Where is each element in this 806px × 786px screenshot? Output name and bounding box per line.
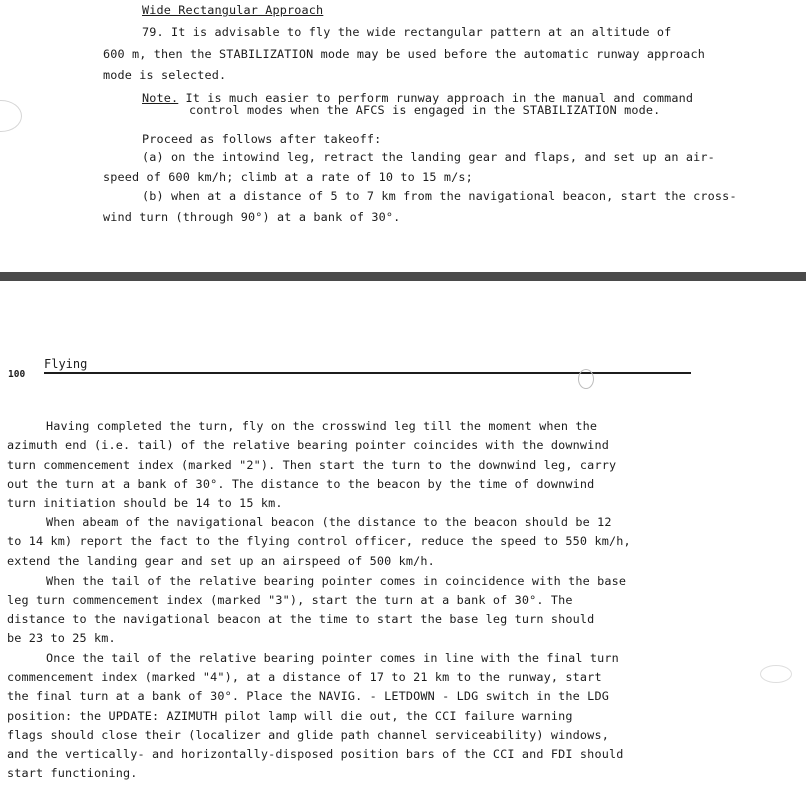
body-line: leg turn commencement index (marked "3"), start the turn at a bank of 30°. The — [7, 593, 573, 607]
body-line: turn commencement index (marked "2"). Then start the turn to the downwind leg, carry — [7, 458, 617, 472]
body-line: distance to the navigational beacon at the time to start the base leg turn should — [7, 612, 595, 626]
body-line: Having completed the turn, fly on the crosswind leg till the moment when the — [46, 419, 598, 433]
note-label: Note. — [142, 91, 179, 105]
paragraph-79-line: mode is selected. — [103, 68, 227, 82]
body-line: azimuth end (i.e. tail) of the relative bearing pointer coincides with the downwind — [7, 438, 609, 452]
body-line: be 23 to 25 km. — [7, 631, 116, 645]
body-line: start functioning. — [7, 766, 138, 780]
procedure-line: (b) when at a distance of 5 to 7 km from the navigational beacon, start the cross- — [142, 189, 737, 203]
body-line: flags should close their (localizer and glide path channel serviceability) windows, — [7, 728, 609, 742]
note-line: control modes when the AFCS is engaged in the STABILIZATION mode. — [189, 103, 661, 117]
note-text: It is much easier to perform runway approach in the manual and command — [178, 91, 694, 105]
procedure-line: speed of 600 km/h; climb at a rate of 10 to 15 m/s; — [103, 170, 473, 184]
body-line: commencement index (marked "4"), at a distance of 17 to 21 km to the runway, start — [7, 670, 602, 684]
section-heading: Wide Rectangular Approach — [142, 3, 324, 17]
body-line: extend the landing gear and set up an airspeed of 500 km/h. — [7, 554, 435, 568]
body-line: out the turn at a bank of 30°. The distance to the beacon by the time of downwind — [7, 477, 595, 491]
body-line: When abeam of the navigational beacon (the distance to the beacon should be 12 — [46, 515, 612, 529]
paragraph-79-line: 79. It is advisable to fly the wide rectangular pattern at an altitude of — [142, 25, 672, 39]
paragraph-79-line: 600 m, then the STABILIZATION mode may be used before the automatic runway approach — [103, 47, 705, 61]
scan-smudge — [0, 100, 22, 132]
body-line: position: the UPDATE: AZIMUTH pilot lamp will die out, the CCI failure warning — [7, 709, 573, 723]
body-line: to 14 km) report the fact to the flying control officer, reduce the speed to 550 km/h, — [7, 534, 631, 548]
lower-page — [0, 281, 806, 786]
scan-smudge — [760, 665, 792, 683]
page-number: 100 — [8, 369, 26, 380]
upper-page-fragment — [0, 0, 806, 272]
procedure-line: wind turn (through 90°) at a bank of 30°. — [103, 210, 401, 224]
scan-smudge — [578, 369, 594, 389]
body-line: the final turn at a bank of 30°. Place the NAVIG. - LETDOWN - LDG switch in the LDG — [7, 689, 609, 703]
page-divider — [0, 272, 806, 281]
running-head: Flying — [44, 357, 88, 371]
body-line: turn initiation should be 14 to 15 km. — [7, 496, 283, 510]
body-line: When the tail of the relative bearing pointer comes in coincidence with the base — [46, 574, 627, 588]
body-line: and the vertically- and horizontally-disposed position bars of the CCI and FDI should — [7, 747, 624, 761]
body-line: Once the tail of the relative bearing pointer comes in line with the final turn — [46, 651, 619, 665]
procedure-line: Proceed as follows after takeoff: — [142, 132, 382, 146]
header-rule — [44, 372, 691, 374]
procedure-line: (a) on the intowind leg, retract the landing gear and flaps, and set up an air- — [142, 150, 715, 164]
